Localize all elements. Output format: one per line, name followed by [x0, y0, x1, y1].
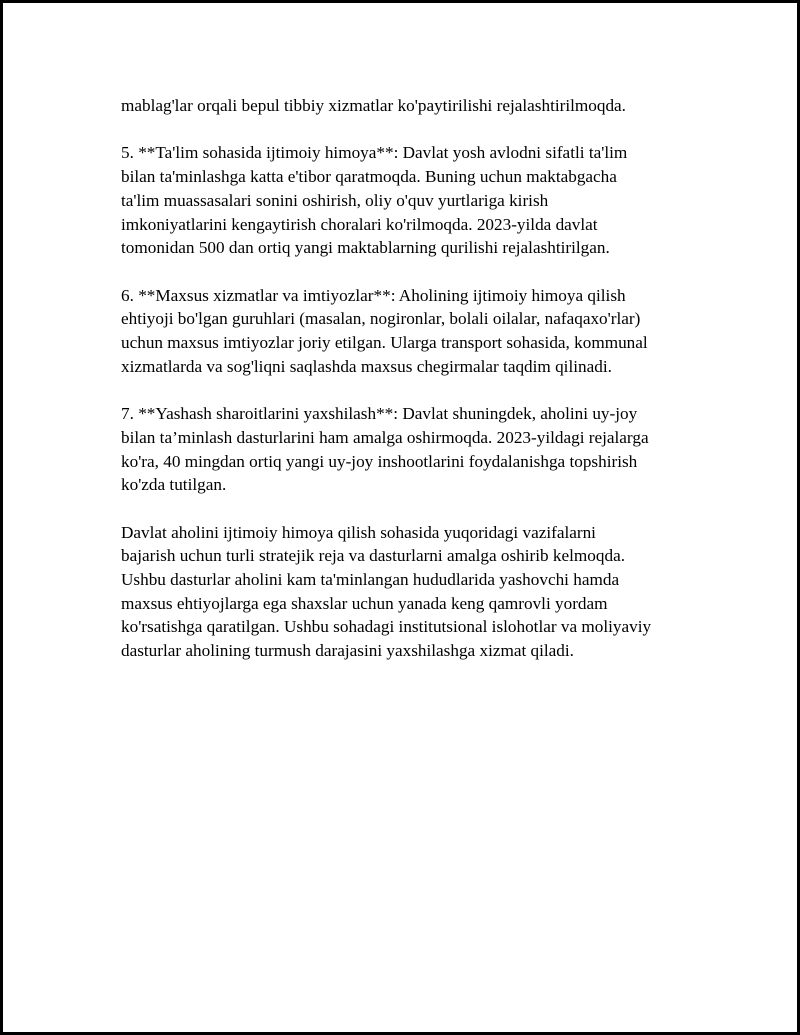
- text-line: mablag'lar orqali bepul tibbiy xizmatlar ko'paytirilishi rejalashtirilmoqda.: [121, 96, 626, 115]
- text-line: 7. **Yashash sharoitlarini yaxshilash**: Davlat shuningdek, aholini uy-joy: [121, 404, 638, 424]
- text-line: xizmatlarda va sog'liqni saqlashda maxsus chegirmalar taqdim qilinadi.: [121, 356, 612, 376]
- text-line: bilan ta’minlash dasturlarini ham amalga oshirmoqda. 2023-yildagi rejalarga: [121, 427, 649, 447]
- text-line: ko'ra, 40 mingdan ortiq yangi uy-joy inshootlarini foydalanishga topshirish: [121, 451, 638, 471]
- text-line: Ushbu dasturlar aholini kam ta'minlangan hududlarida yashovchi hamda: [121, 570, 620, 589]
- text-line: maxsus ehtiyojlarga ega shaxslar uchun yanada keng qamrovli yordam: [121, 593, 608, 613]
- text-line: ehtiyoji bo'lgan guruhlari (masalan, nogironlar, bolali oilalar, nafaqaxo'rlar): [121, 309, 641, 329]
- text-line: 5. **Ta'lim sohasida ijtimoiy himoya**: Davlat yosh avlodni sifatli ta'lim: [121, 143, 628, 163]
- text-line: Davlat aholini ijtimoiy himoya qilish sohasida yuqoridagi vazifalarni: [121, 522, 596, 542]
- paragraph-special-services: [121, 284, 721, 379]
- paragraph-continuation: [121, 94, 721, 118]
- document-body: [121, 94, 721, 663]
- text-line: ko'rsatishga qaratilgan. Ushbu sohadagi institutsional islohotlar va moliyaviy: [121, 617, 652, 637]
- text-line: tomonidan 500 dan ortiq yangi maktablarning qurilishi rejalashtirilgan.: [121, 238, 610, 258]
- text-line: bilan ta'minlashga katta e'tibor qaratmoqda. Buning uchun maktabgacha: [121, 167, 617, 187]
- text-line: uchun maxsus imtiyozlar joriy etilgan. Ularga transport sohasida, kommunal: [121, 333, 648, 352]
- text-line: 6. **Maxsus xizmatlar va imtiyozlar**: Aholining ijtimoiy himoya qilish: [121, 285, 626, 305]
- text-line: bajarish uchun turli stratejik reja va dasturlarni amalga oshirib kelmoqda.: [121, 546, 626, 566]
- text-line: dasturlar aholining turmush darajasini yaxshilashga xizmat qiladi.: [121, 641, 574, 661]
- paragraph-conclusion: [121, 521, 721, 663]
- text-line: ta'lim muassasalari sonini oshirish, oliy o'quv yurtlariga kirish: [121, 190, 549, 210]
- paragraph-education-protection: [121, 141, 721, 260]
- paragraph-living-conditions: [121, 402, 721, 497]
- text-line: imkoniyatlarini kengaytirish choralari ko'rilmoqda. 2023-yilda davlat: [121, 214, 598, 234]
- text-line: ko'zda tutilgan.: [121, 475, 227, 495]
